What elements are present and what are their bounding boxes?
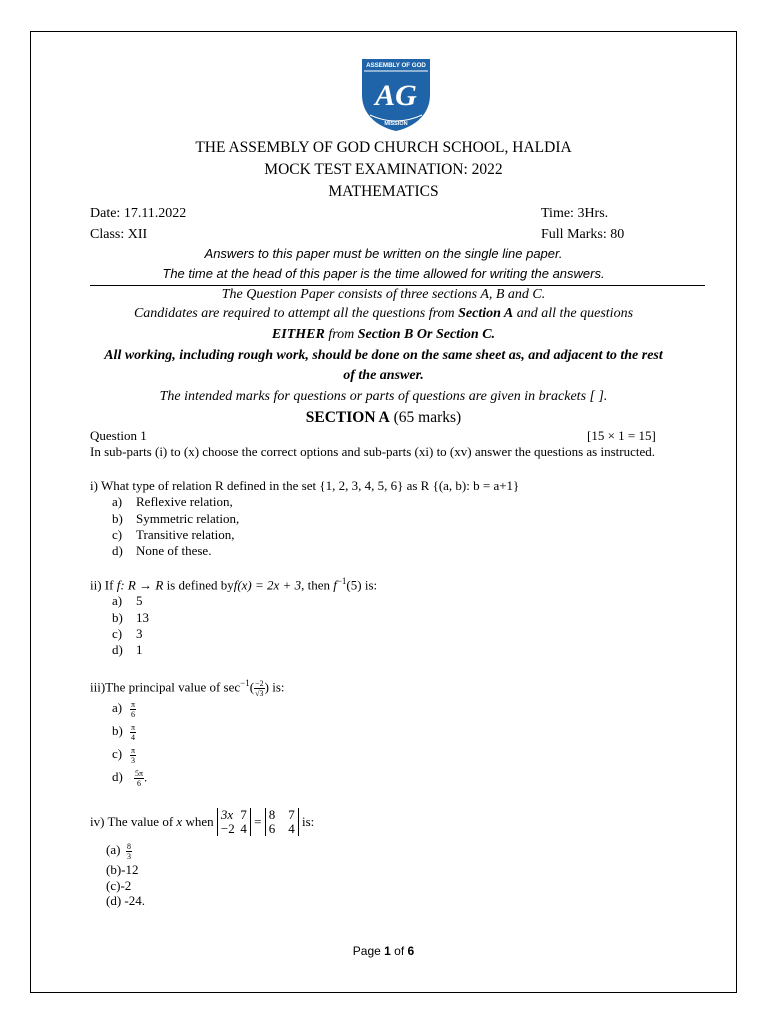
option-letter: b) bbox=[112, 610, 123, 625]
fraction-den: 4 bbox=[131, 733, 136, 742]
matrix-cell: −2 bbox=[220, 821, 235, 836]
q-i-option bbox=[112, 494, 233, 510]
note-line-2: The time at the head of this paper is the time allowed for writing the answers. bbox=[162, 266, 605, 281]
q-i-text: i) What type of relation R defined in the set {1, 2, 3, 4, 5, 6} as R {(a, b): b = a+1} bbox=[90, 478, 520, 493]
q-iv-eq: = bbox=[250, 814, 265, 829]
fraction-den: 6 bbox=[131, 710, 136, 719]
option-text: -24. bbox=[121, 893, 146, 908]
option-letter: c) bbox=[112, 626, 123, 641]
q-iii-post: is: bbox=[268, 679, 285, 695]
question-label: Question 1 bbox=[90, 428, 147, 443]
divider-rule bbox=[90, 285, 705, 286]
full-marks: Full Marks: 80 bbox=[541, 227, 625, 242]
q-iv-when: when bbox=[182, 814, 217, 829]
q-ii-option bbox=[112, 610, 149, 626]
fraction-num: −2 bbox=[255, 678, 264, 688]
fraction-num: π bbox=[131, 723, 136, 732]
q-ii-text bbox=[90, 576, 377, 593]
option-text: 1 bbox=[136, 642, 143, 657]
option-text: -2 bbox=[120, 878, 132, 893]
instruction-working: All working, including rough work, should be done on the same sheet as, and adjacent to the rest bbox=[104, 348, 663, 363]
q-ii-p4: is defined by bbox=[163, 577, 234, 593]
q-i-option bbox=[112, 511, 239, 527]
matrix-cell: 4 bbox=[240, 821, 247, 836]
q-ii-finv: f bbox=[333, 577, 337, 593]
q-i-option bbox=[112, 527, 234, 543]
option-letter: b) bbox=[112, 723, 123, 739]
determinant-left bbox=[217, 808, 251, 836]
q-iv-option bbox=[106, 842, 132, 861]
q-iii-sup: −1 bbox=[240, 678, 250, 688]
option-fraction bbox=[130, 723, 136, 742]
q-iv-pre: iv) The value of bbox=[90, 814, 177, 829]
matrix-cell: 7 bbox=[240, 807, 247, 822]
section-heading bbox=[31, 409, 736, 427]
option-letter: a) bbox=[112, 593, 123, 608]
q-iii-option bbox=[112, 769, 147, 788]
fraction-num: 5π bbox=[135, 769, 144, 778]
matrix-cell: 8 bbox=[268, 807, 276, 822]
q-iv-option bbox=[106, 893, 145, 909]
instruction-either bbox=[31, 327, 736, 343]
option-letter: c) bbox=[112, 527, 123, 542]
q-ii-func: f(x) = 2x + 3 bbox=[233, 577, 302, 593]
q-iv-text bbox=[90, 808, 314, 836]
q-i-option bbox=[112, 543, 211, 559]
question-instruction: In sub-parts (i) to (x) choose the correct options and sub-parts (xi) to (xv) answer the questions as instructed. bbox=[90, 444, 655, 459]
q-iv-option bbox=[106, 878, 131, 894]
option-text: 13 bbox=[136, 610, 149, 625]
q-ii-option bbox=[112, 593, 143, 609]
page-pre: Page bbox=[352, 944, 385, 958]
q-ii-arg: (5) bbox=[346, 577, 362, 593]
q-iii-option bbox=[112, 746, 136, 765]
fraction-den: 3 bbox=[127, 852, 131, 861]
option-fraction bbox=[134, 769, 144, 788]
fraction-den: 3 bbox=[131, 756, 136, 765]
logo-monogram: AG bbox=[375, 79, 417, 112]
page-current: 1 bbox=[384, 944, 391, 958]
option-letter: d) bbox=[112, 769, 123, 785]
q-ii-p6: , then bbox=[301, 577, 334, 593]
fraction-num: 8 bbox=[127, 842, 131, 851]
note-line-1: Answers to this paper must be written on the single line paper. bbox=[204, 246, 563, 261]
instruction-either-sections: Section B Or Section C. bbox=[357, 327, 496, 342]
option-fraction bbox=[126, 842, 132, 861]
instruction-marks: The intended marks for questions or parts of questions are given in brackets [ ]. bbox=[159, 389, 608, 404]
q-ii-p1: ii) If bbox=[90, 577, 117, 593]
section-marks: (65 marks) bbox=[389, 409, 462, 426]
determinant-right bbox=[265, 808, 299, 836]
school-name: THE ASSEMBLY OF GOD CHURCH SCHOOL, HALDIA bbox=[195, 139, 572, 156]
option-text: 5 bbox=[136, 593, 143, 608]
q-ii-inv-sup: −1 bbox=[336, 576, 347, 586]
option-letter: (b) bbox=[106, 862, 122, 877]
q-iii-text: iii)The principal value of $\sec^{-1}$( $\frac{-2}{√3}$ ) is: bbox=[90, 678, 285, 698]
instruction-attempt-post: and all the questions bbox=[513, 306, 634, 321]
option-text: None of these. bbox=[136, 543, 212, 558]
exam-title: MOCK TEST EXAMINATION: 2022 bbox=[264, 161, 503, 178]
logo-top-text: ASSEMBLY OF GOD bbox=[366, 62, 426, 69]
option-letter: (d) bbox=[106, 893, 122, 908]
option-text: 3 bbox=[136, 626, 143, 641]
instruction-attempt-pre: Candidates are required to attempt all the questions from bbox=[133, 306, 459, 321]
instruction-either-from: from bbox=[324, 327, 358, 342]
matrix-cell: 4 bbox=[288, 821, 295, 836]
option-letter: d) bbox=[112, 642, 123, 657]
q-iii-pre: iii)The principal value of sec bbox=[90, 679, 241, 695]
q-ii-domain: : R → R bbox=[120, 577, 164, 593]
q-iv-option bbox=[106, 862, 139, 878]
q-ii-option bbox=[112, 626, 143, 642]
fraction-den: 6 bbox=[137, 779, 142, 788]
page-total: 6 bbox=[407, 944, 415, 958]
option-text: -12 bbox=[121, 862, 139, 877]
fraction-num: π bbox=[131, 746, 136, 755]
option-letter: a) bbox=[112, 494, 123, 509]
exam-time: Time: 3Hrs. bbox=[541, 206, 609, 221]
option-text: Symmetric relation, bbox=[136, 511, 240, 526]
page-of: of bbox=[390, 944, 408, 958]
question-marks: [15 × 1 = 15] bbox=[587, 428, 656, 443]
option-tail: . bbox=[144, 769, 148, 785]
option-letter: b) bbox=[112, 511, 123, 526]
option-letter: (c) bbox=[106, 878, 121, 893]
q-iv-var: x bbox=[176, 814, 183, 829]
q-iii-option bbox=[112, 700, 136, 719]
subject-title: MATHEMATICS bbox=[328, 183, 439, 200]
matrix-cell: 3x bbox=[220, 807, 234, 822]
q-iii-fraction bbox=[254, 679, 265, 698]
logo-bottom-text: MISSION bbox=[384, 121, 408, 127]
q-ii-option bbox=[112, 642, 143, 658]
instruction-sections: The Question Paper consists of three sections A, B and C. bbox=[221, 287, 546, 302]
fraction-den: √3 bbox=[255, 688, 264, 698]
instruction-either-word: EITHER bbox=[271, 327, 325, 342]
option-letter: d) bbox=[112, 543, 123, 558]
q-ii-p10: is: bbox=[361, 577, 378, 593]
fraction-num: π bbox=[131, 700, 136, 709]
option-letter: a) bbox=[112, 700, 123, 716]
matrix-cell: 6 bbox=[268, 821, 276, 836]
q-iii-option bbox=[112, 723, 136, 742]
q-ii-f: f bbox=[116, 577, 121, 593]
q-iv-post: is: bbox=[298, 814, 315, 829]
section-title: SECTION A bbox=[305, 409, 390, 426]
option-fraction bbox=[130, 746, 136, 765]
option-letter: c) bbox=[112, 746, 123, 762]
matrix-cell: 7 bbox=[288, 807, 295, 822]
instruction-working-cont: of the answer. bbox=[343, 368, 424, 383]
instruction-attempt-section-a: Section A bbox=[458, 306, 514, 321]
option-fraction bbox=[130, 700, 136, 719]
option-text: Reflexive relation, bbox=[136, 494, 233, 509]
page-number bbox=[31, 944, 736, 958]
school-logo bbox=[360, 57, 432, 133]
exam-class: Class: XII bbox=[90, 227, 148, 242]
instruction-attempt bbox=[31, 306, 736, 322]
option-letter: (a) bbox=[106, 842, 121, 858]
exam-date: Date: 17.11.2022 bbox=[90, 206, 187, 221]
option-text: Transitive relation, bbox=[136, 527, 235, 542]
